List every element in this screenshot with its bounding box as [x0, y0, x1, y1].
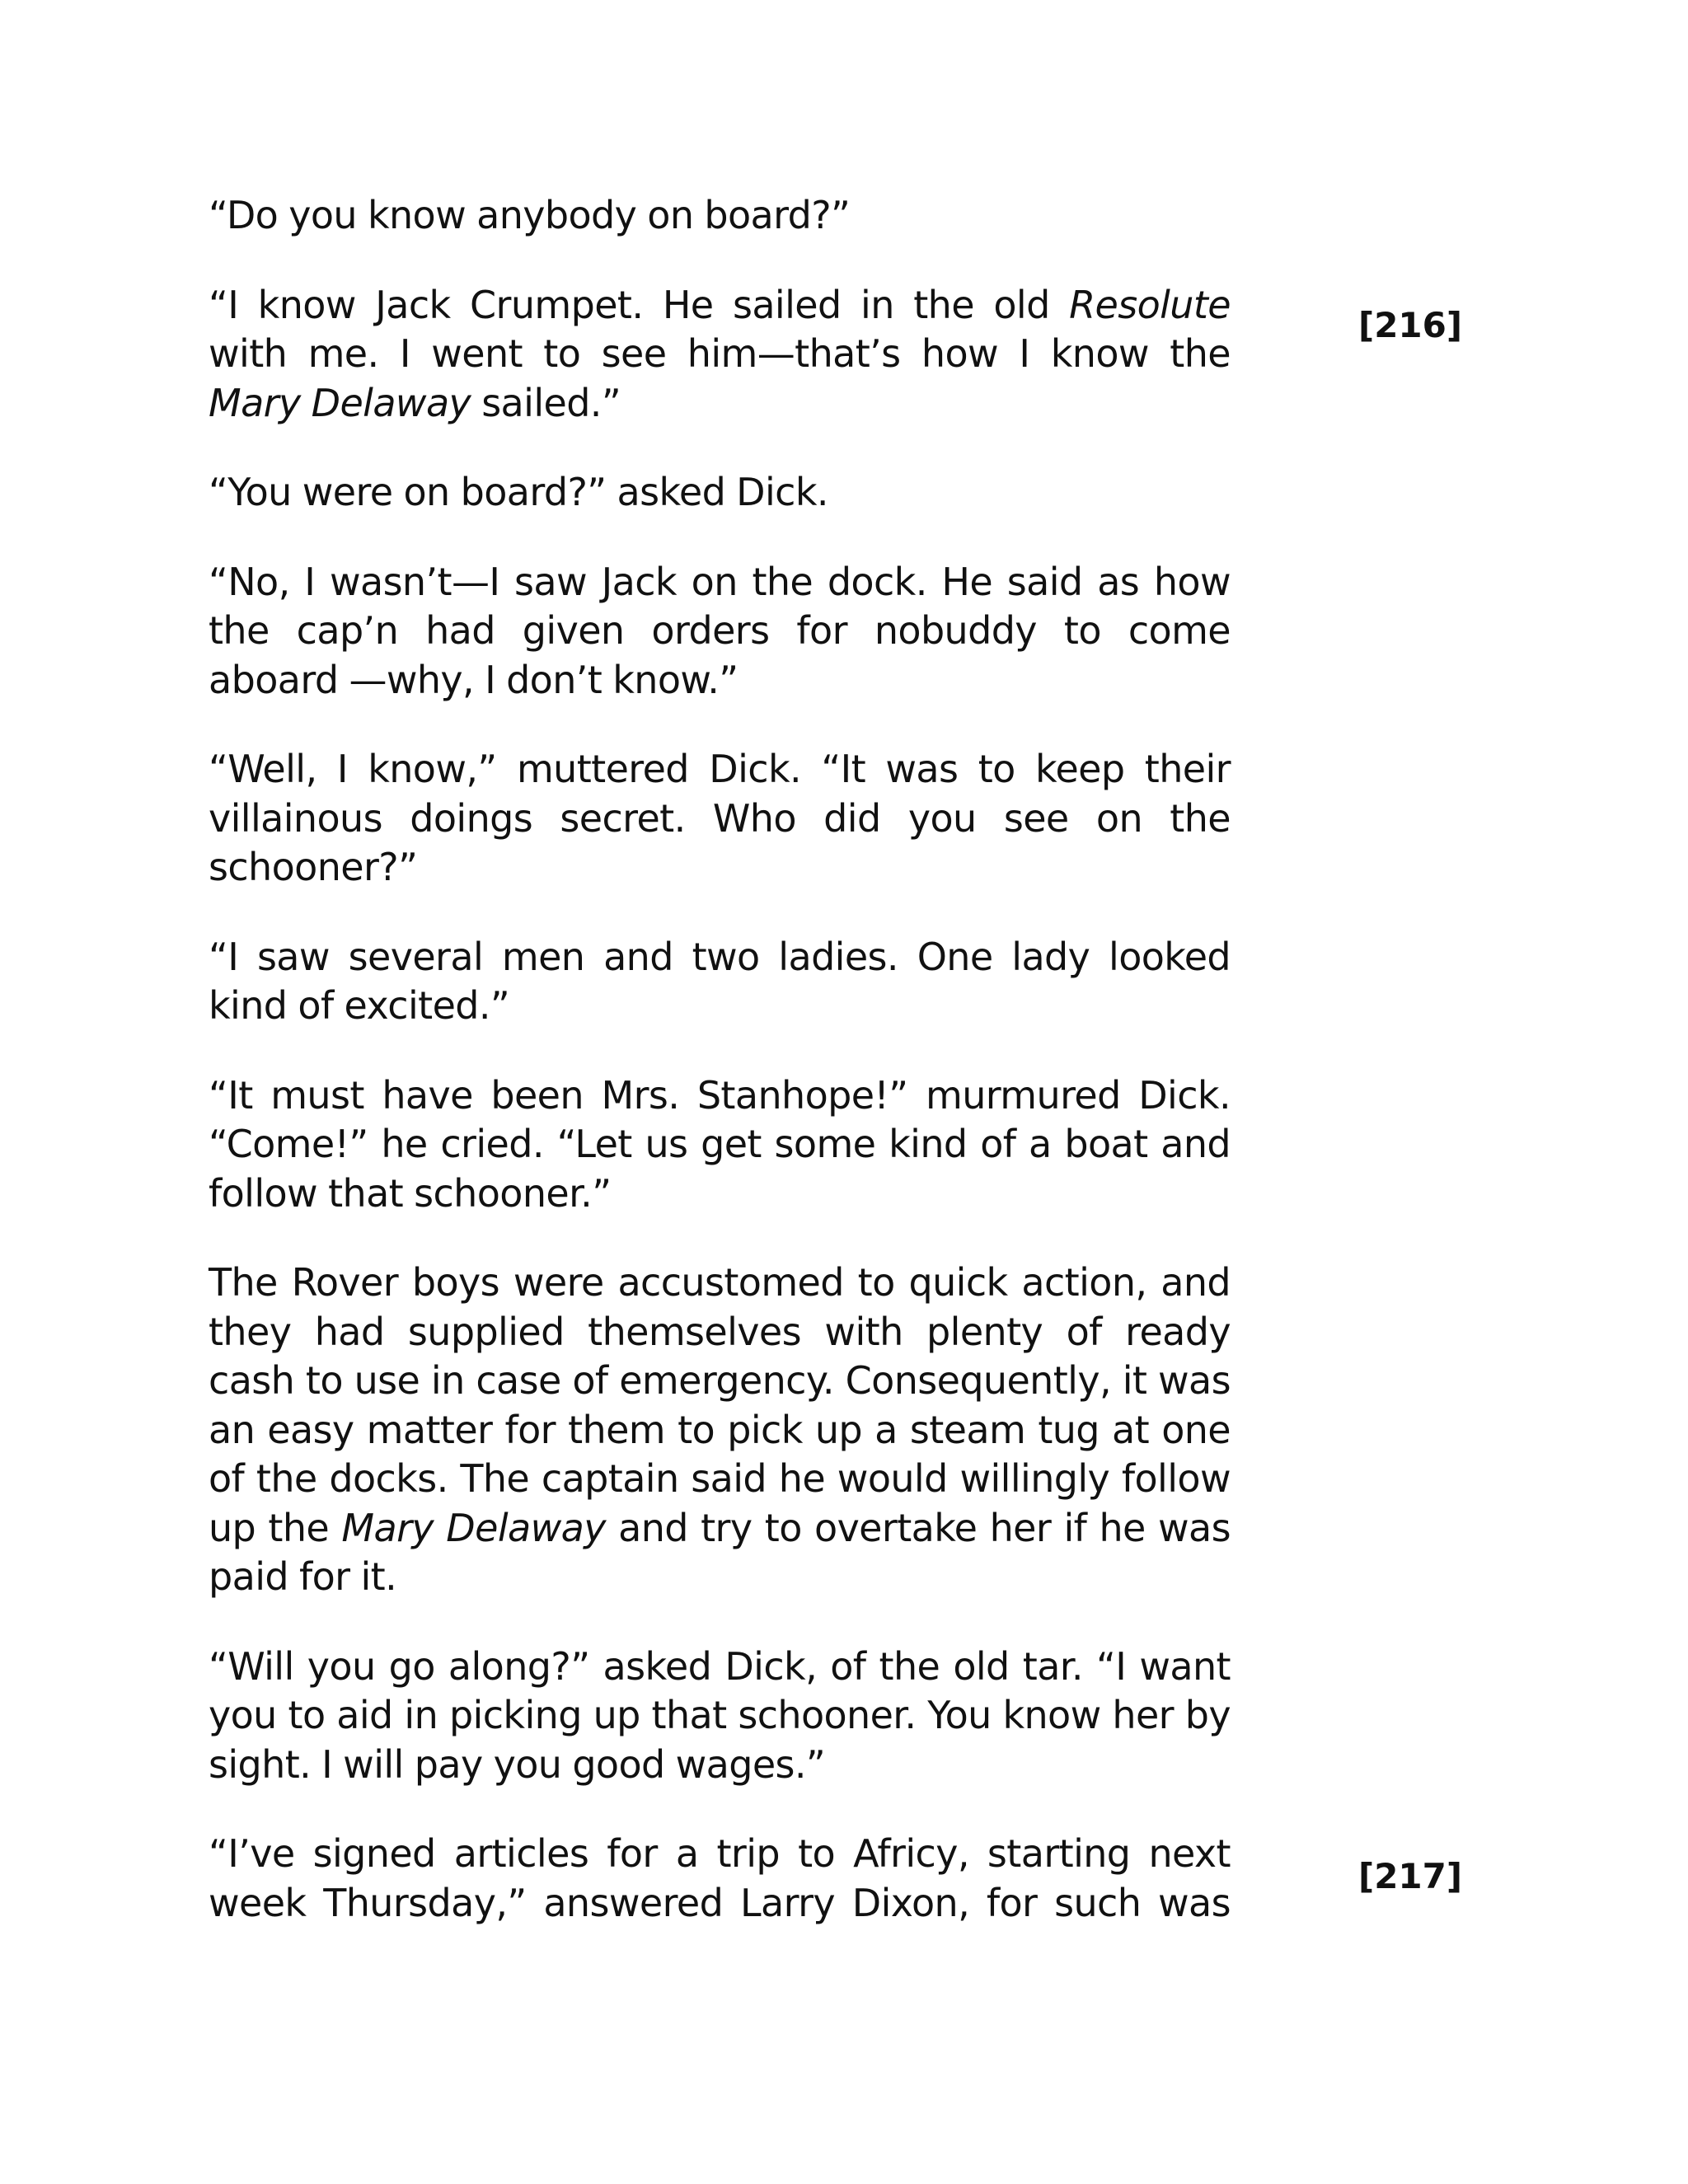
- paragraph: “I know Jack Crumpet. He sailed in the old Resolute with me. I went to see him—that’s how I know the Mary Delaway sailed.”: [209, 282, 1231, 425]
- paragraph: “Do you know anybody on board?”: [209, 193, 851, 237]
- page-number-marker: [217]: [1358, 1856, 1463, 1896]
- paragraph: “You were on board?” asked Dick.: [209, 470, 828, 514]
- text-column: [209, 191, 1231, 1968]
- italic-text: Mary Delaway: [341, 1505, 606, 1550]
- italic-text: Resolute: [1069, 282, 1231, 327]
- paragraph: “It must have been Mrs. Stanhope!” murmured Dick. “Come!” he cried. “Let us get some kind of a boat and follow that schooner.”: [209, 1072, 1231, 1216]
- paragraph: “Well, I know,” muttered Dick. “It was to keep their villainous doings secret. Who did you see on the schooner?”: [209, 747, 1231, 889]
- paragraph: The Rover boys were accustomed to quick action, and they had supplied themselves with plenty of ready cash to use in case of emergency. Consequently, it was an easy matter for them to pick up a steam tug at one of the docks. The captain said he would willingly follow up the Mary Delaway and try to overtake her if he was paid for it.: [209, 1260, 1231, 1599]
- paragraph: “I’ve signed articles for a trip to Africy, starting next week Thursday,” answered Larry Dixon, for such was: [209, 1831, 1231, 1925]
- paragraph: “I saw several men and two ladies. One lady looked kind of excited.”: [209, 934, 1231, 1028]
- paragraph: “No, I wasn’t—I saw Jack on the dock. He said as how the cap’n had given orders for nobuddy to come aboard —why, I don’t know.”: [209, 559, 1231, 702]
- paragraph: “Will you go along?” asked Dick, of the old tar. “I want you to aid in picking up that schooner. You know her by sight. I will pay you good wages.”: [209, 1643, 1231, 1787]
- italic-text: Mary Delaway: [209, 380, 471, 425]
- page-number-marker: [216]: [1358, 305, 1463, 345]
